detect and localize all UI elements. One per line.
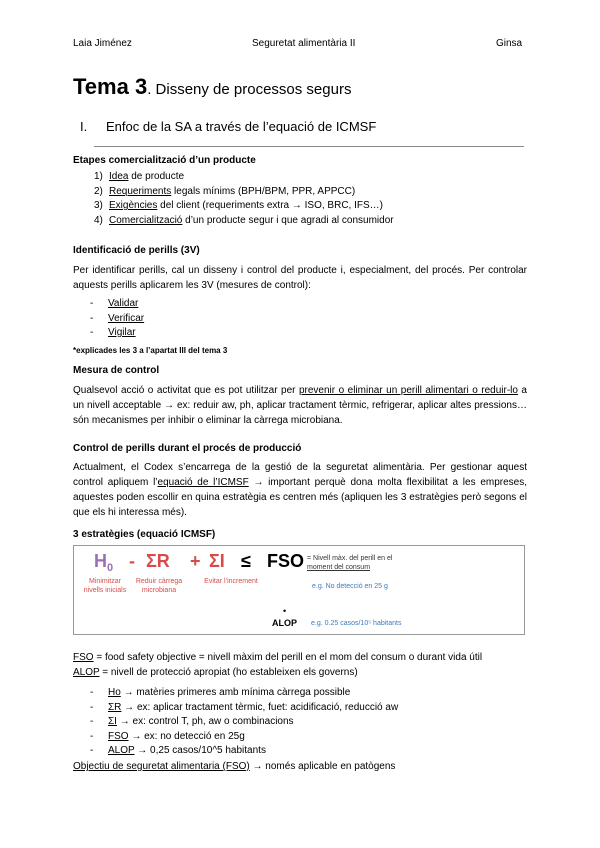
header-course: Seguretat alimentària II [252,38,356,49]
list-item: 2) Requeriments legals mínims (BPH/BPM, PPR, APPCC) [94,185,356,197]
title-sub: Disseny de processos segurs [151,81,352,98]
section-heading [80,119,376,134]
etapes-list [94,170,394,228]
equation-figure [73,545,525,635]
list-item: - Verificar [90,312,145,324]
header-school: Ginsa [496,38,523,49]
eq-fso: FSO [267,551,305,571]
estrategies-list [90,686,398,759]
list-item: 4) Comercialització d’un producte segur i que agradi al consumidor [94,214,394,226]
title-main: Tema 3 [73,74,148,99]
eq-le: ≤ [241,551,251,571]
list-item: - ΣR → ex: aplicar tractament tèrmic, fuet: acidificació, reducció aw [90,701,399,713]
mesura-text: Qualsevol acció o activitat que es pot utilitzar per prevenir o eliminar un perill alimentari o reduir-lo a un nivell acceptable → ex: reduir aw, ph, aplicar tractament tèrmic, refrigerar, aplicar altes pressions… són mecanismes per inhibir o eliminar la càrrega microbiana. [73,385,527,426]
eq-minus: - [129,551,135,571]
list-item: - Ho → matèries primeres amb mínima càrrega possible [90,687,351,698]
fso-note: = Nivell màx. del perill en el moment del consum [307,555,393,571]
caption-h0: Minimitzar nivells inicials [83,578,127,594]
etapes-heading: Etapes comercialització d’un producte [73,155,256,166]
alop-label: ALOP [272,618,298,628]
eq-h0: $H_0$ [94,551,114,574]
list-item: - FSO → ex: no detecció en 25g [90,730,245,742]
perills-heading: Identificació de perills (3V) [73,245,200,256]
header-author: Laia Jiménez [73,38,132,49]
eq-plus: + [190,551,201,571]
title-dot: . [147,81,152,98]
mesura-heading: Mesura de control [73,365,160,376]
page-title [73,74,351,100]
eq-sigma-i: ΣI [209,551,225,571]
list-item: - Vigilar [90,327,136,338]
caption-r: Reduir càrrega microbiana [135,578,183,594]
control-heading: Control de perills durant el procés de producció [73,443,302,454]
list-item: 1) Idea de producte [94,171,185,182]
perills-text: Per identificar perills, cal un disseny i control del producte i, especialment, del procés. Per controlar aquests perills aplicarem les 3V (mesures de control): [73,265,527,291]
eq-sigma-r: ΣR [146,551,170,571]
list-item: 3) Exigències del client (requeriments extra → ISO, BRC, IFS…) [94,200,383,211]
control-text: Actualment, el Codex s’encarrega de la gestió de la seguretat alimentària. Per gestionar aquest control apliquem l’equació de l’ICMSF → important perquè dona molta flexibilitat a les empreses, aquestes poden escollir en quina estratègia es centren més (apliquen les 3 estratègies però segons el que els hi interessa més). [73,462,527,518]
perills-list [90,297,144,341]
def-alop: ALOP = nivell de protecció apropiat (ho estableixen els governs) [73,667,358,678]
section-number: I. [80,119,88,134]
perills-note: *explicades les 3 a l’apartat III del tema 3 [73,346,228,355]
list-item: - ΣI → ex: control T, ph, aw o combinacions [90,716,294,727]
section-text: Enfoc de la SA a través de l’equació de ICMSF [106,119,377,134]
def-fso: FSO = food safety objective = nivell màxim del perill en el mom del consum o durant vida útil [73,652,483,663]
list-item: - ALOP → 0,25 casos/10^5 habitants [90,745,266,756]
caption-i: Evitar l’increment [204,578,258,585]
final-note: Objectiu de seguretat alimentaria (FSO) → només aplicable en patògens [73,761,396,772]
fso-example: e.g. No detecció en 25 g [312,583,388,590]
alop-dot: • [283,606,287,616]
alop-example: e.g. 0.25 casos/10⁵ habitants [311,620,402,627]
list-item: - Validar [90,298,139,309]
estrategies-heading: 3 estratègies (equació ICMSF) [73,529,216,540]
divider [94,146,524,147]
